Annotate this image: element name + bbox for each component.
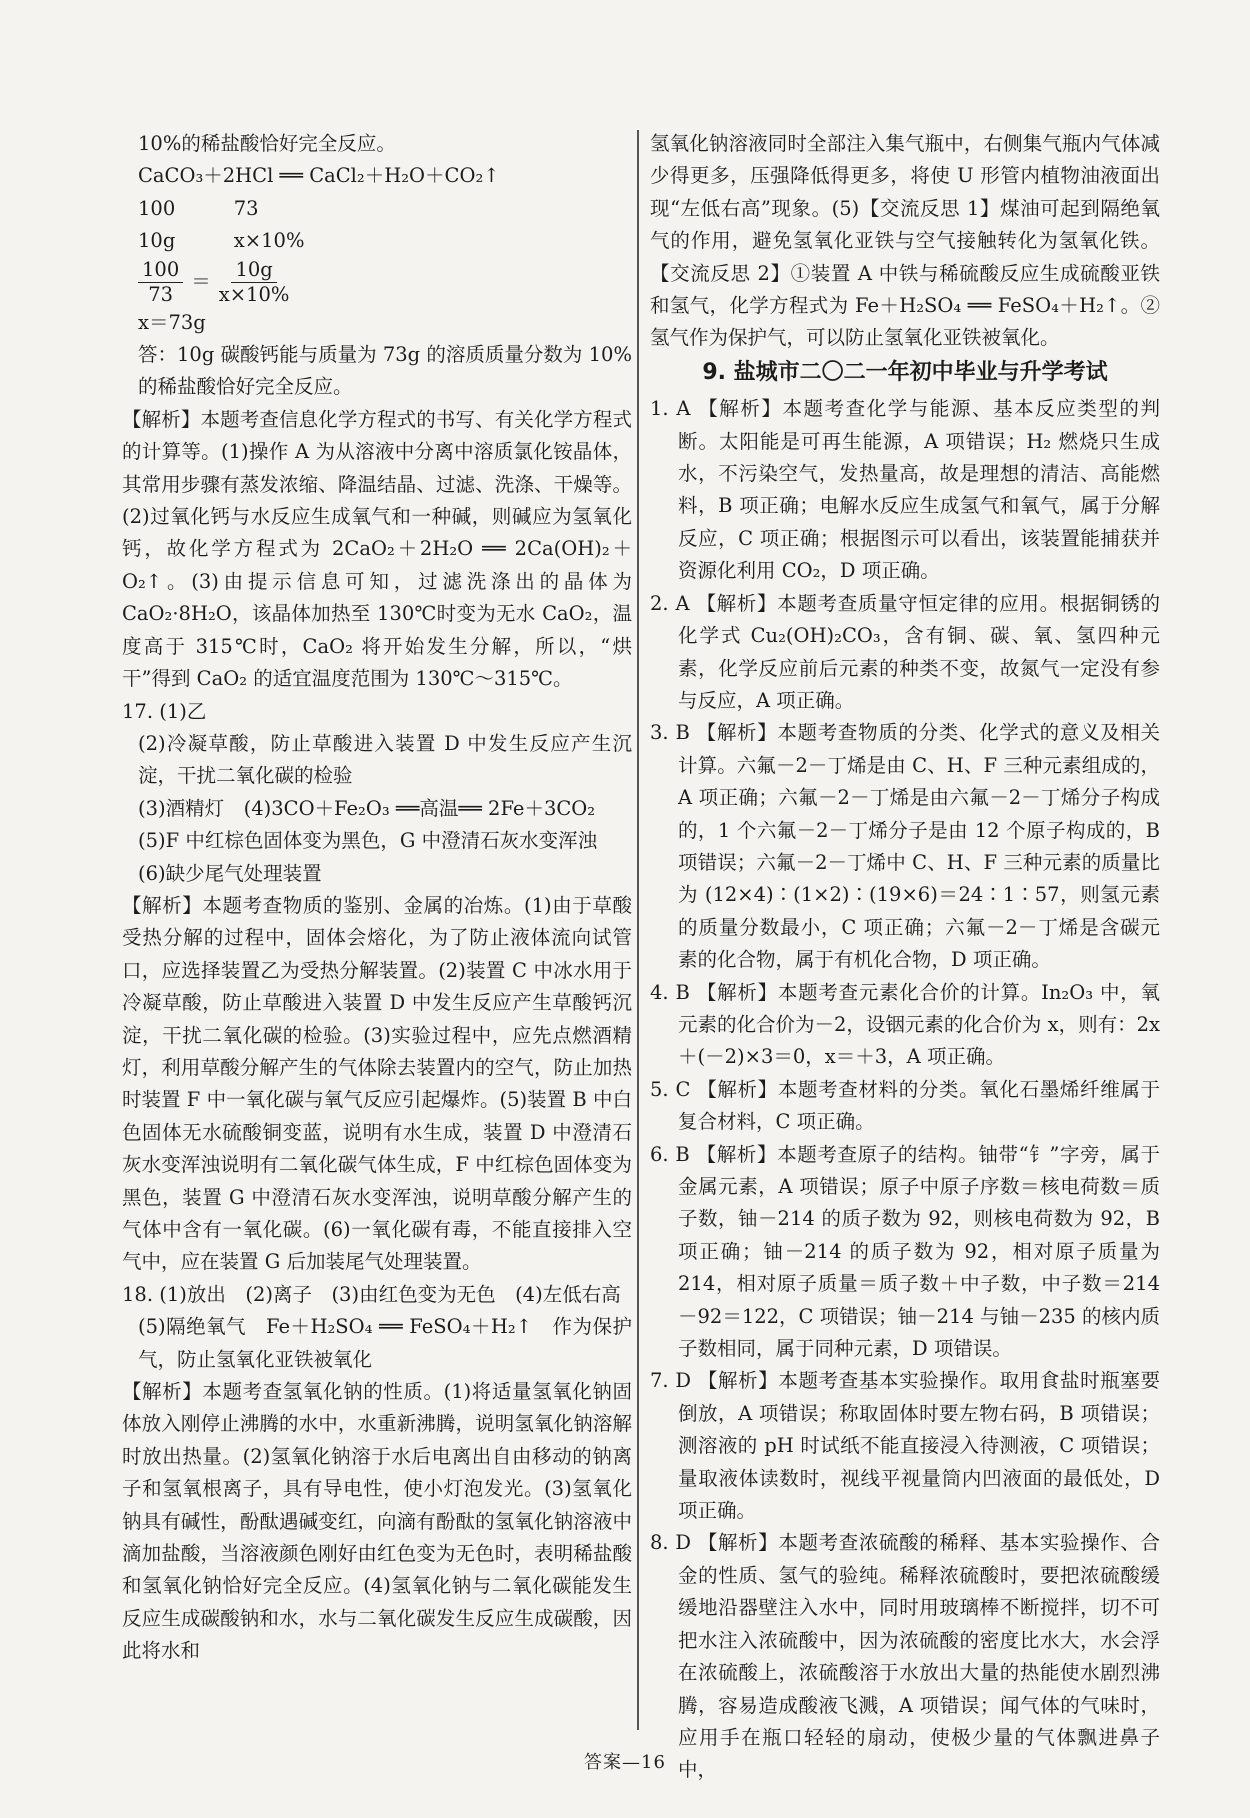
left-column [122, 128, 632, 1668]
question-item: 1. A 【解析】本题考查化学与能源、基本反应类型的判断。太阳能是可再生能源，A 项错误；H₂ 燃烧只生成水，不污染空气，发热量高，故是理想的清洁、高能燃料，B 项正确；电解水反应生成氢气和氧气，属于分解反应，C 项正确；根据图示可以看出，该装置能捕获并资源化利用 CO₂，D 项正确。 [650, 397, 1160, 583]
right-column [650, 128, 1160, 1787]
section-title: 9. 盐城市二〇二一年初中毕业与升学考试 [702, 359, 1108, 385]
answer-text: (5)F 中红棕色固体变为黑色，G 中澄清石灰水变浑浊 [138, 829, 598, 853]
equation-line: 100 73 [138, 196, 259, 220]
equation-line: 10g x×10% [138, 229, 305, 253]
equation-line: x＝73g [138, 310, 206, 334]
answer-text: (5)隔绝氧气 Fe＋H₂SO₄ ══ FeSO₄＋H₂↑ 作为保护气，防止氢氧化亚铁被氧化 [138, 1315, 632, 1371]
answer-text: (2)冷凝草酸，防止草酸进入装置 D 中发生反应产生沉淀，干扰二氧化碳的检验 [138, 731, 632, 788]
analysis-paragraph: 【解析】本题考查氢氧化钠的性质。(1)将适量氢氧化钠固体放入刚停止沸腾的水中，水重新沸腾，说明氢氧化钠溶解时放出热量。(2)氢氧化钠溶于水后电离出自由移动的钠离子和氢氧根离子，具有导电性，使小灯泡发光。(3)氢氧化钠具有碱性，酚酞遇碱变红，向滴有酚酞的氢氧化钠溶液中滴加盐酸，当溶液颜色刚好由红色变为无色时，表明稀盐酸和氢氧化钠恰好完全反应。(4)氢氧化钠与二氧化碳能发生反应生成碳酸钠和水，水与二氧化碳发生反应生成碳酸，因此将水和 [122, 1380, 632, 1663]
equation-line: CaCO₃＋2HCl ══ CaCl₂＋H₂O＋CO₂↑ [138, 164, 500, 188]
question-item: 3. B 【解析】本题考查物质的分类、化学式的意义及相关计算。六氟－2－丁烯是由 C、H、F 三种元素组成的，A 项正确；六氟－2－丁烯是由六氟－2－丁烯分子构成的，1 个六氟－2－丁烯分子是由 12 个原子构成的，B 项错误；六氟－2－丁烯中 C、H、F 三种元素的质量比为 (12×4)∶(1×2)∶(19×6)＝24∶1∶57，则氢元素的质量分数最小，C 项正确；六氟－2－丁烯是含碳元素的化合物，属于有机化合物，D 项正确。 [650, 721, 1160, 972]
question-item: 6. B 【解析】本题考查原子的结构。铀带“钅”字旁，属于金属元素，A 项错误；原子中原子序数＝核电荷数＝质子数，铀－214 的质子数为 92，则核电荷数为 92，B 项正确；铀－214 的质子数为 92，相对原子质量为 214，相对原子质量＝质子数＋中子数，中子数＝214－92＝122，C 项错误；铀－214 与铀－235 的核内质子数相同，属于同种元素，D 项错误。 [650, 1142, 1160, 1361]
continued-paragraph: 氢氧化钠溶液同时全部注入集气瓶中，右侧集气瓶内气体减少得更多，压强降低得更多，将使 U 形管内植物油液面出现“左低右高”现象。(5)【交流反思 1】煤油可起到隔绝氧气的作用，避免氢氧化亚铁与空气接触转化为氢氧化铁。【交流反思 2】①装置 A 中铁与稀硫酸反应生成硫酸亚铁和氢气，化学方程式为 Fe＋H₂SO₄ ══ FeSO₄＋H₂↑。②氢气作为保护气，可以防止氢氧化亚铁被氧化。 [650, 132, 1160, 350]
numerator: 100 [138, 258, 183, 283]
fraction [219, 258, 290, 307]
page-number: 答案—16 [584, 1752, 666, 1773]
proportion-equation [122, 258, 632, 307]
question-item: 7. D 【解析】本题考查基本实验操作。取用食盐时瓶塞要倒放，A 项错误；称取固体时要左物右码，B 项错误；测溶液的 pH 时试纸不能直接浸入待测液，C 项错误；量取液体读数时，视线平视量筒内凹液面的最低处，D 项正确。 [650, 1369, 1160, 1523]
denominator: 73 [148, 282, 174, 306]
question-item: 5. C 【解析】本题考查材料的分类。氧化石墨烯纤维属于复合材料，C 项正确。 [650, 1077, 1160, 1134]
question-item: 8. D 【解析】本题考查浓硫酸的稀释、基本实验操作、合金的性质、氢气的验纯。稀释浓硫酸时，要把浓硫酸缓缓地沿器壁注入水中，同时用玻璃棒不断搅拌，切不可把水注入浓硫酸中，因为浓硫酸的密度比水大，水会浮在浓硫酸上，浓硫酸溶于水放出大量的热能使水剧烈沸腾，容易造成酸液飞溅，A 项错误；闻气体的气味时，应用手在瓶口轻轻的扇动，使极少量的气体飘进鼻子中， [650, 1531, 1160, 1782]
question-item: 4. B 【解析】本题考查元素化合价的计算。In₂O₃ 中，氧元素的化合价为－2，设铟元素的化合价为 x，则有：2x＋(－2)×3＝0，x＝＋3，A 项正确。 [650, 980, 1161, 1069]
analysis-paragraph: 【解析】本题考查信息化学方程式的书写、有关化学方程式的计算等。(1)操作 A 为从溶液中分离中溶质氯化铵晶体，其常用步骤有蒸发浓缩、降温结晶、过滤、洗涤、干燥等。(2)过氧化钙与水反应生成氧气和一种碱，则碱应为氢氧化钙，故化学方程式为 2CaO₂＋2H₂O ══ 2Ca(OH)₂＋O₂↑。(3)由提示信息可知，过滤洗涤出的晶体为 CaO₂·8H₂O，该晶体加热至 130℃时变为无水 CaO₂，温度高于 315℃时，CaO₂ 将开始发生分解，所以，“烘干”得到 CaO₂ 的适宜温度范围为 130℃～315℃。 [122, 407, 632, 691]
text-line: 10%的稀盐酸恰好完全反应。 [138, 132, 396, 155]
numerator: 10g [231, 258, 276, 283]
analysis-paragraph: 【解析】本题考查物质的鉴别、金属的冶炼。(1)由于草酸受热分解的过程中，固体会熔化，为了防止液体流向试管口，应选择装置乙为受热分解装置。(2)装置 C 中冰水用于冷凝草酸，防止草酸进入装置 D 中发生反应产生草酸钙沉淀，干扰二氧化碳的检验。(3)实验过程中，应先点燃酒精灯，利用草酸分解产生的气体除去装置内的空气，防止加热时装置 F 中一氧化碳与氧气反应引起爆炸。(5)装置 B 中白色固体无水硫酸铜变蓝，说明有水生成，装置 D 中澄清石灰水变浑浊说明有二氧化碳气体生成，F 中红棕色固体变为黑色，装置 G 中澄清石灰水变浑浊，说明草酸分解产生的气体中含有一氧化碳。(6)一氧化碳有毒，不能直接排入空气中，应在装置 G 后加装尾气处理装置。 [122, 893, 632, 1274]
answer-text: (6)缺少尾气处理装置 [138, 861, 322, 885]
question-item: 2. A 【解析】本题考查质量守恒定律的应用。根据铜锈的化学式 Cu₂(OH)₂CO₃，含有铜、碳、氧、氢四种元素，化学反应前后元素的种类不变，故氮气一定没有参与反应，A 项正确。 [650, 591, 1160, 712]
question-item: 17. (1)乙 [122, 699, 207, 723]
column-divider [637, 130, 639, 1730]
fraction [138, 258, 183, 307]
question-item: 18. (1)放出 (2)离子 (3)由红色变为无色 (4)左低右高 [122, 1282, 621, 1306]
equals-sign: ＝ [191, 269, 211, 293]
answer-text: (3)酒精灯 (4)3CO＋Fe₂O₃ ══高温══ 2Fe＋3CO₂ [138, 796, 596, 820]
denominator: x×10% [218, 282, 290, 306]
answer-text: 答：10g 碳酸钙能与质量为 73g 的溶质质量分数为 10%的稀盐酸恰好完全反应。 [138, 343, 632, 399]
